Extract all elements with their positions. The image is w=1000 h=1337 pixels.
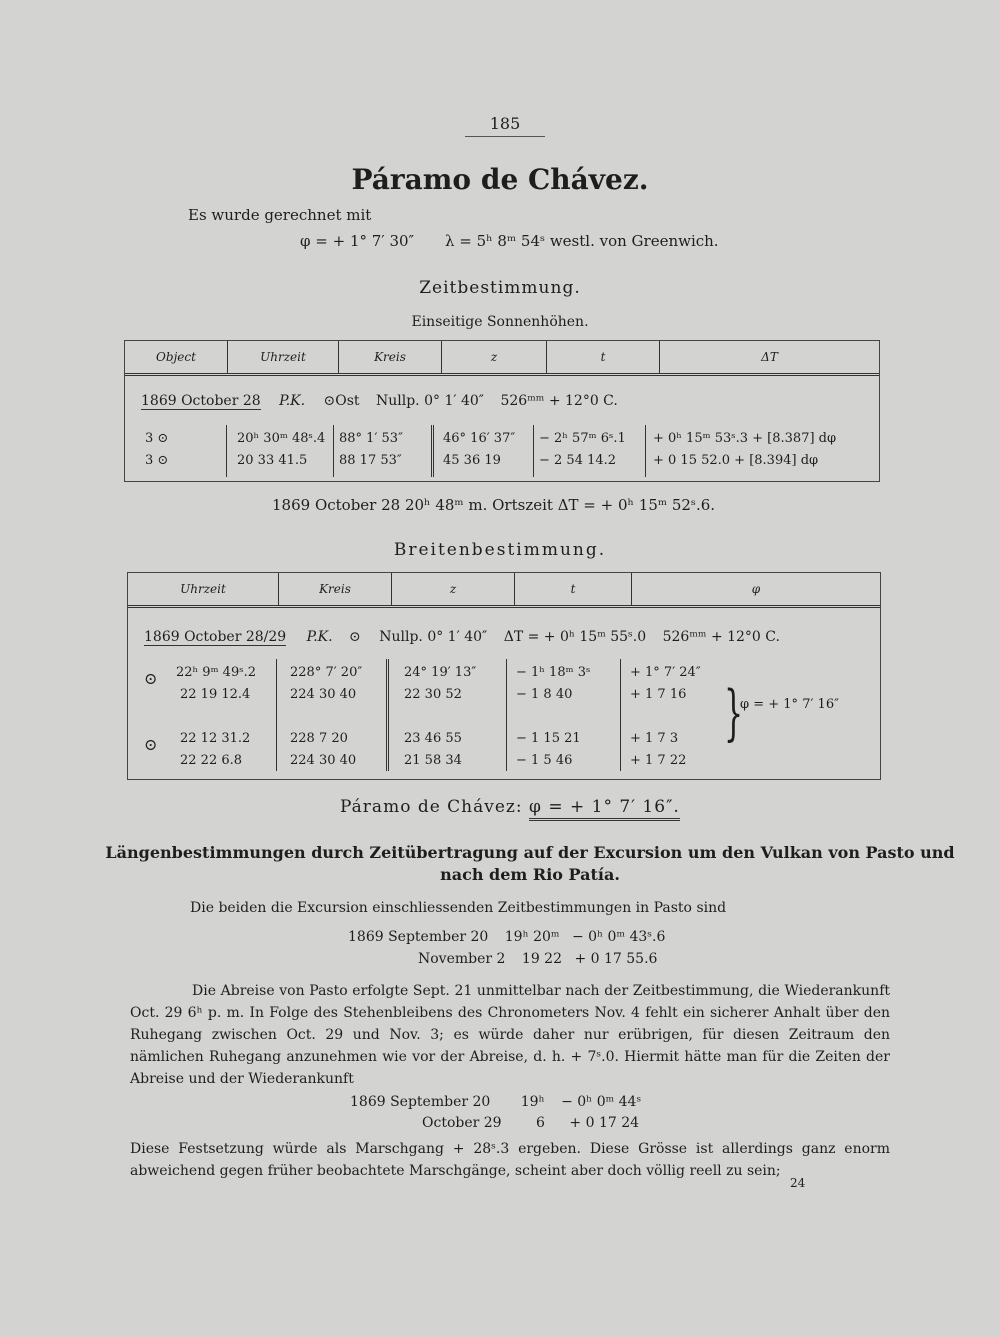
result-value: φ = + 1° 7′ 16″. [529, 797, 680, 821]
header-z: z [442, 341, 547, 375]
signature-mark: 24 [790, 1176, 806, 1190]
baro-label: 526ᵐᵐ + 12°0 C. [500, 393, 618, 409]
list1-time: 19ʰ 20ᵐ [504, 929, 560, 945]
header-kreis: Kreis [339, 341, 442, 375]
divider [431, 425, 432, 477]
zeitbestimmung-table [124, 340, 880, 482]
header-delta-t: ΔT [660, 341, 880, 375]
t2-row3-phi: + 1 7 3 [630, 731, 679, 746]
nullp-label: Nullp. 0° 1′ 40″ [379, 629, 488, 645]
list1-date: 1869 September 20 [348, 929, 489, 945]
t1-row1-z: 46° 16′ 37″ [443, 431, 516, 446]
divider [276, 659, 277, 771]
pk-label: P.K. [279, 393, 306, 409]
paragraph-3: Diese Festsetzung würde als Marschgang + 28ˢ.3 ergeben. Diese Grösse ist allerdings ganz enorm abweichend gegen früher beobachtete Marschgänge, scheint aber doch völlig reell zu sein; [130, 1141, 890, 1179]
section-heading-laengen: Längenbestimmungen durch Zeitübertragung auf der Excursion um den Vulkan von Pasto und nach dem Rio Patía. [105, 843, 955, 884]
zeitbestimmung-header [125, 341, 879, 376]
t2-row4-z: 21 58 34 [404, 753, 462, 768]
list1-date: November 2 [418, 951, 506, 967]
intro-text: Es wurde gerechnet mit [188, 206, 372, 224]
brace-symbol: } [724, 678, 744, 748]
t2-mean-phi: φ = + 1° 7′ 16″ [740, 697, 839, 712]
t2-row3-kreis: 228 7 20 [290, 731, 348, 746]
t1-row1-uhrzeit: 20ʰ 30ᵐ 48ˢ.4 [237, 431, 326, 446]
t1-row2-kreis: 88 17 53″ [339, 453, 402, 468]
breitenbestimmung-header [128, 573, 880, 608]
t2-row2-kreis: 224 30 40 [290, 687, 357, 702]
list1-row2 [418, 951, 657, 967]
result-label: Páramo de Chávez: [340, 797, 523, 817]
t2-row4-uhrzeit: 22 22 6.8 [180, 753, 243, 768]
t2-row2-uhrzeit: 22 19 12.4 [180, 687, 251, 702]
t1-row2-uhrzeit: 20 33 41.5 [237, 453, 308, 468]
sun-symbol-lower: ⊙ [144, 735, 158, 754]
t2-row1-kreis: 228° 7′ 20″ [290, 665, 363, 680]
t2-row3-z: 23 46 55 [404, 731, 462, 746]
nullp-label: Nullp. 0° 1′ 40″ [376, 393, 485, 409]
date-line [141, 393, 618, 409]
header-phi: φ [632, 573, 881, 607]
t2-row3-uhrzeit: 22 12 31.2 [180, 731, 251, 746]
t2-row4-phi: + 1 7 22 [630, 753, 687, 768]
date-line [144, 629, 780, 645]
t1-row1-dt: + 0ʰ 15ᵐ 53ˢ.3 + [8.387] dφ [653, 431, 837, 446]
t1-row2-z: 45 36 19 [443, 453, 501, 468]
section-zeitbestimmung-title: Zeitbestimmung. [419, 278, 581, 298]
divider [333, 425, 334, 477]
list1-corr: − 0ʰ 0ᵐ 43ˢ.6 [571, 929, 666, 945]
t2-row1-phi: + 1° 7′ 24″ [630, 665, 701, 680]
zeitbestimmung-summary: 1869 October 28 20ʰ 48ᵐ m. Ortszeit ΔT = + 0ʰ 15ᵐ 52ˢ.6. [272, 496, 716, 514]
list2-corr: − 0ʰ 0ᵐ 44ˢ [561, 1094, 642, 1110]
header-t: t [515, 573, 632, 607]
latitude-value: φ = + 1° 7′ 30″ [300, 232, 415, 250]
t1-row1-t: − 2ʰ 57ᵐ 6ˢ.1 [539, 431, 626, 446]
t1-row1-object: 3 ⊙ [145, 431, 169, 446]
ost-label: ⊙Ost [323, 393, 360, 409]
page-number: 185 [465, 114, 545, 137]
t1-row2-t: − 2 54 14.2 [539, 453, 617, 468]
divider [388, 659, 389, 771]
header-z: z [392, 573, 515, 607]
header-uhrzeit: Uhrzeit [128, 573, 279, 607]
t2-row1-uhrzeit: 22ʰ 9ᵐ 49ˢ.2 [176, 665, 256, 680]
sun-symbol: ⊙ [349, 629, 361, 645]
list2-time: 19ʰ [520, 1094, 545, 1110]
t2-row1-t: − 1ʰ 18ᵐ 3ˢ [516, 665, 591, 680]
list1-time: 19 22 [521, 951, 562, 967]
date-text: 1869 October 28 [141, 393, 261, 409]
sun-symbol-upper: ⊙ [144, 669, 158, 688]
header-uhrzeit: Uhrzeit [228, 341, 339, 375]
divider [620, 659, 621, 771]
page-title: Páramo de Chávez. [351, 163, 649, 196]
t1-row2-object: 3 ⊙ [145, 453, 169, 468]
divider [645, 425, 646, 477]
pk-label: P.K. [306, 629, 333, 645]
t1-row2-dt: + 0 15 52.0 + [8.394] dφ [653, 453, 819, 468]
paragraph-2: Die Abreise von Pasto erfolgte Sept. 21 unmittelbar nach der Zeitbestimmung, die Wiederankunft Oct. 29 6ʰ p. m. In Folge des Stehenbleibens des Chronometers Nov. 4 fehlt ein sicherer Anhalt über den Ruhegang zwischen Oct. 29 und Nov. 3; es würde daher nur erübrigen, für diesen Zeitraum den nämlichen Ruhegang anzunehmen wie vor der Abreise, d. h. + 7ˢ.0. Hiermit hätte man für die Zeiten der Abreise und der Wiederankunft [130, 983, 890, 1087]
delta-t-label: ΔT = + 0ʰ 15ᵐ 55ˢ.0 [503, 629, 647, 645]
t2-row2-z: 22 30 52 [404, 687, 462, 702]
list2-time: 6 [536, 1115, 545, 1131]
section-breitenbestimmung-title: Breitenbestimmung. [393, 540, 607, 560]
divider [226, 425, 227, 477]
divider [506, 659, 507, 771]
coordinates-line [300, 232, 740, 250]
divider [533, 425, 534, 477]
header-object: Object [125, 341, 228, 375]
t2-row2-t: − 1 8 40 [516, 687, 573, 702]
list1-corr: + 0 17 55.6 [574, 951, 658, 967]
divider [386, 659, 387, 771]
t2-row4-t: − 1 5 46 [516, 753, 573, 768]
list1-row1 [348, 929, 665, 945]
header-t: t [547, 341, 660, 375]
list2-date: October 29 [422, 1115, 502, 1131]
latitude-result [340, 797, 680, 817]
list2-date: 1869 September 20 [350, 1094, 491, 1110]
t1-row1-kreis: 88° 1′ 53″ [339, 431, 403, 446]
section-zeitbestimmung-subtitle: Einseitige Sonnenhöhen. [411, 314, 589, 330]
header-kreis: Kreis [279, 573, 392, 607]
breitenbestimmung-table [127, 572, 881, 780]
paragraph-1: Die beiden die Excursion einschliessenden Zeitbestimmungen in Pasto sind [190, 900, 727, 916]
t2-row3-t: − 1 15 21 [516, 731, 581, 746]
t2-row4-kreis: 224 30 40 [290, 753, 357, 768]
t2-row1-z: 24° 19′ 13″ [404, 665, 477, 680]
list2-corr: + 0 17 24 [569, 1115, 640, 1131]
date-text: 1869 October 28/29 [144, 629, 287, 645]
divider [433, 425, 434, 477]
t2-row2-phi: + 1 7 16 [630, 687, 687, 702]
longitude-value: λ = 5ʰ 8ᵐ 54ˢ westl. von Greenwich. [445, 232, 719, 250]
baro-label: 526ᵐᵐ + 12°0 C. [662, 629, 780, 645]
list2-row1 [350, 1094, 641, 1110]
list2-row2 [422, 1115, 639, 1131]
